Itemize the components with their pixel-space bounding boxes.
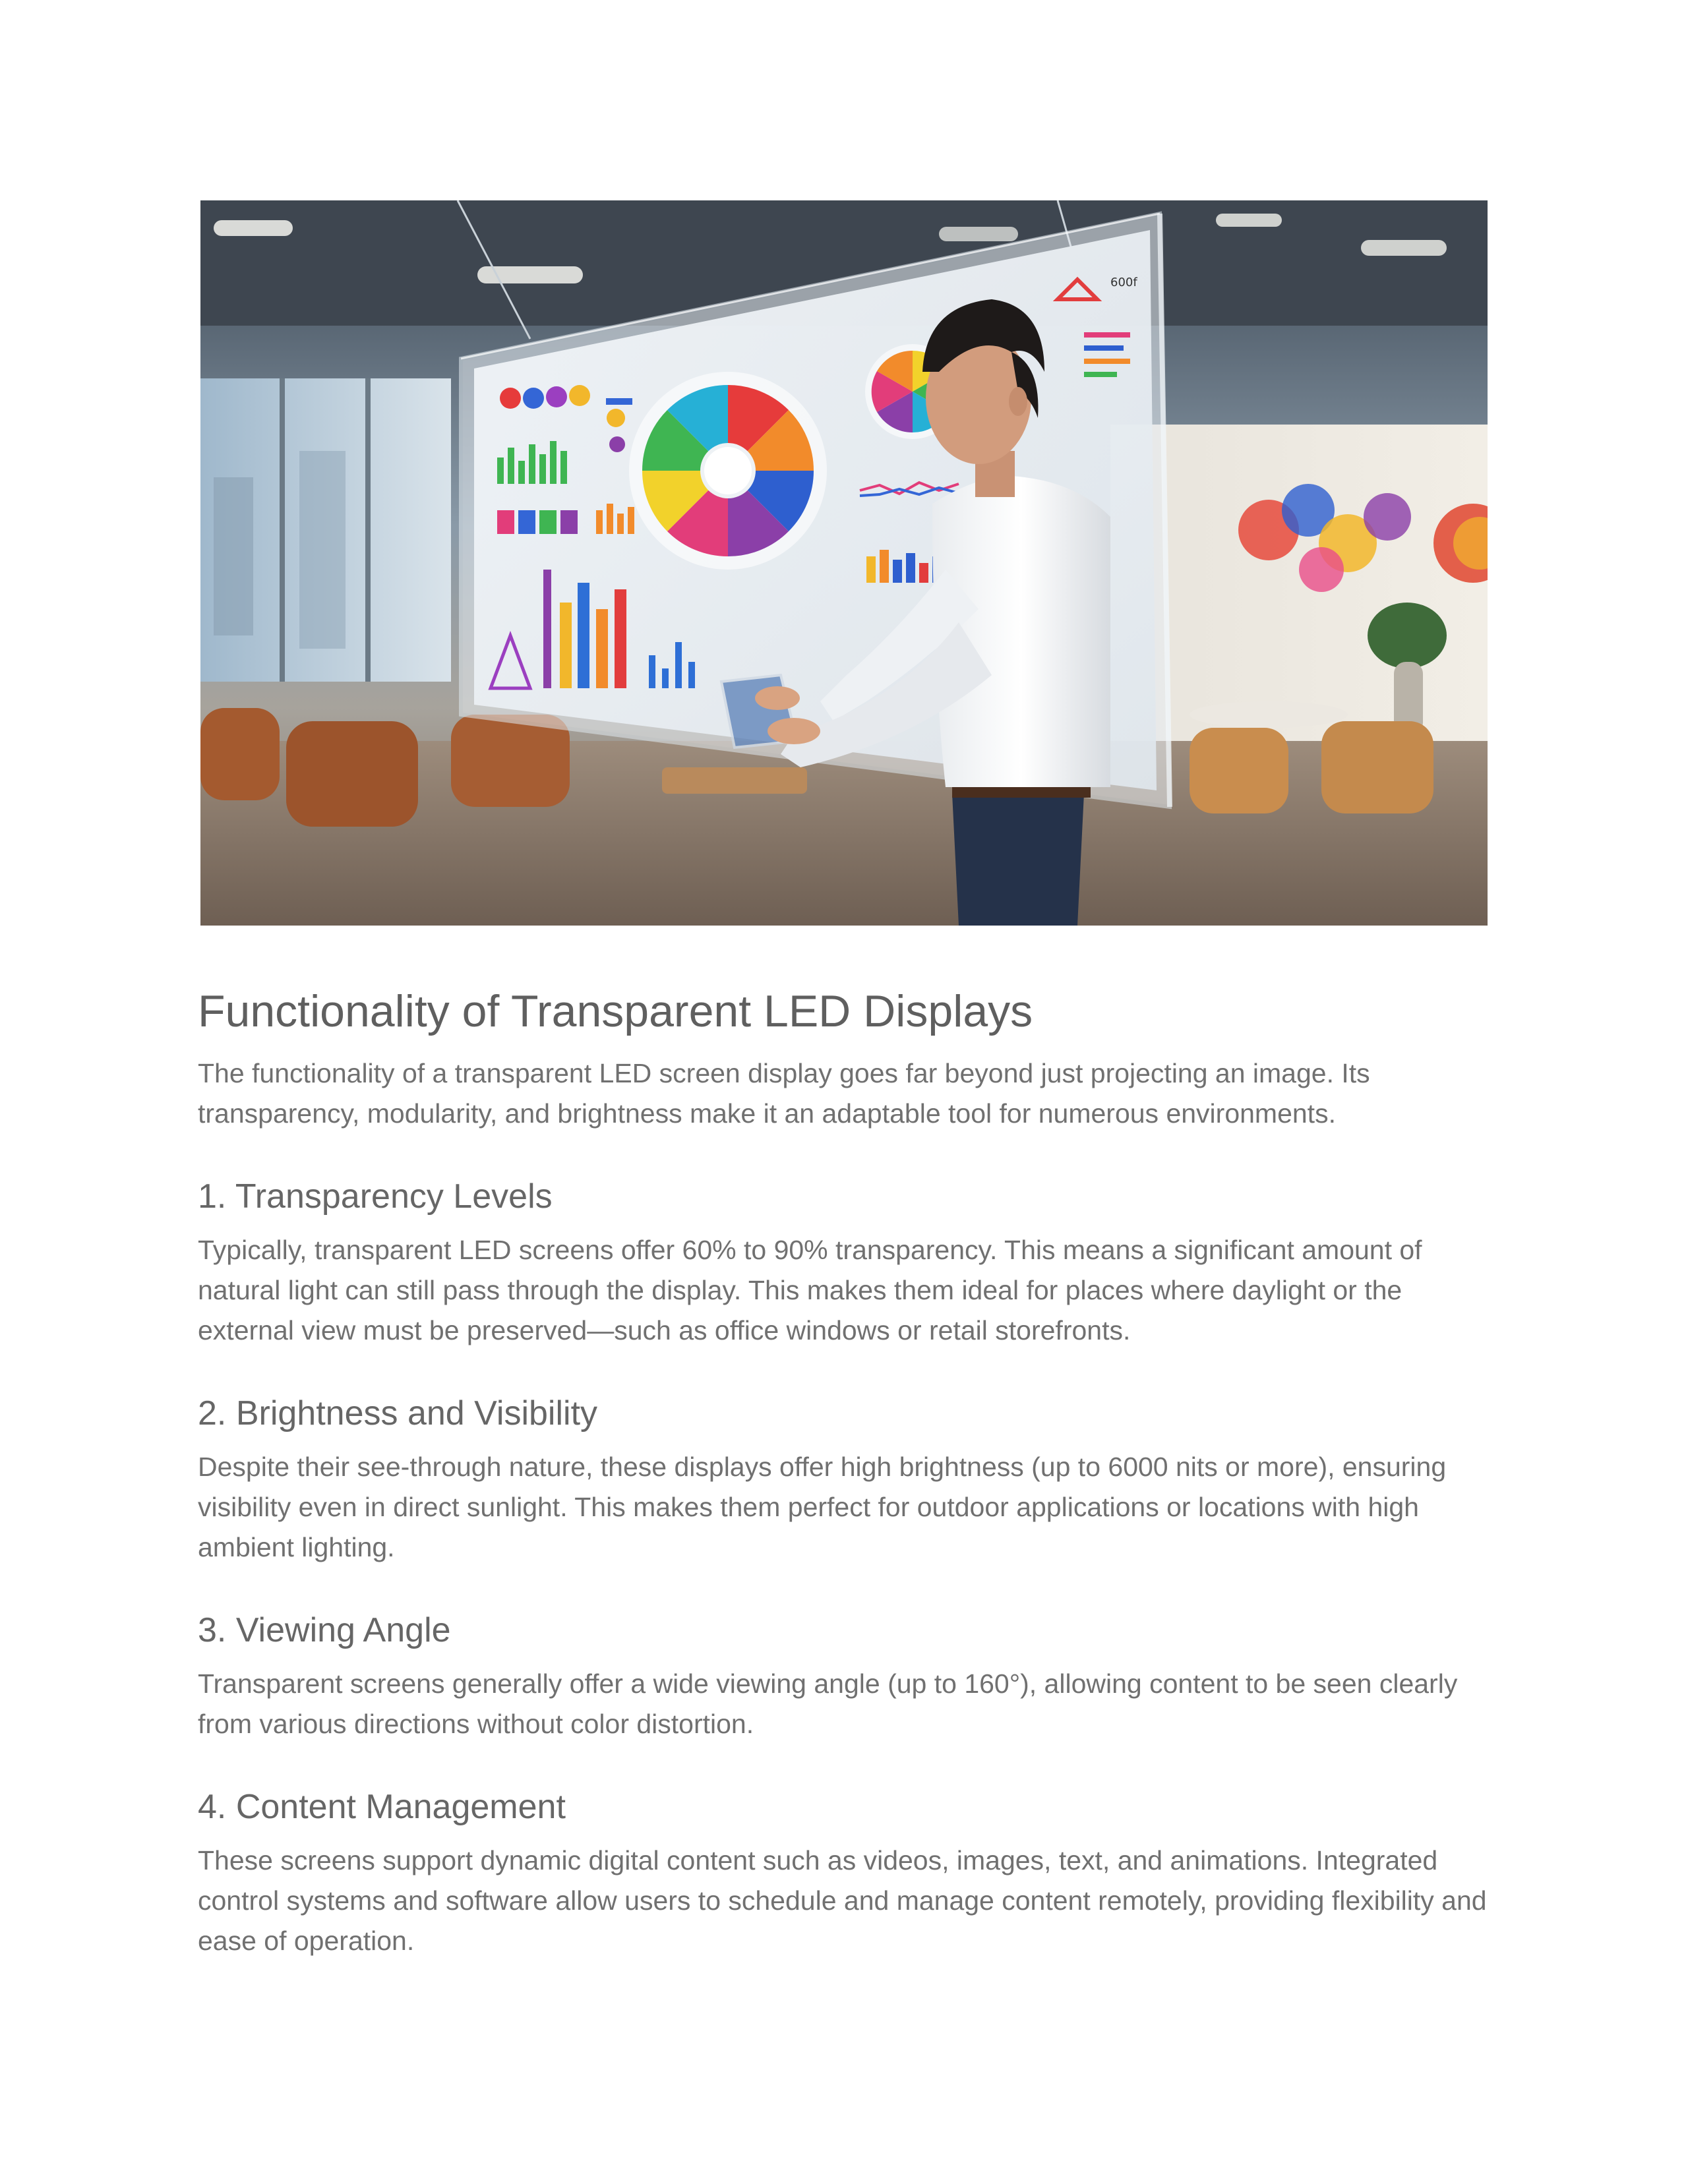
hero-illustration <box>200 200 1488 926</box>
screen-label: 600f <box>1110 276 1137 289</box>
section-body-viewing-angle: Transparent screens generally offer a wide viewing angle (up to 160°), allowing content to be seen clearly from various directions without color distortion. <box>198 1668 1458 1739</box>
section-heading-viewing-angle: 3. Viewing Angle <box>198 1611 451 1649</box>
hero-image <box>200 200 1488 926</box>
section-body-transparency: Typically, transparent LED screens offer 60% to 90% transparency. This means a significant amount of natural light can still pass through the display. This makes them ideal for places where daylight or the external view must be preserved—such as office windows or retail storefronts. <box>198 1235 1422 1345</box>
article-intro: The functionality of a transparent LED screen display goes far beyond just projecting an image. Its transparency, modularity, and brightness make it an adaptable tool for numerous environments. <box>198 1058 1370 1129</box>
article-title: Functionality of Transparent LED Displays <box>198 986 1033 1036</box>
section-body-content-management: These screens support dynamic digital content such as videos, images, text, and animations. Integrated control systems and software allow users to schedule and manage content remotely, providing flexibility and ease of operation. <box>198 1845 1487 1956</box>
section-body-brightness: Despite their see-through nature, these displays offer high brightness (up to 6000 nits or more), ensuring visibility even in direct sunlight. This makes them perfect for outdoor applications or locations with high ambient lighting. <box>198 1452 1447 1562</box>
section-heading-brightness: 2. Brightness and Visibility <box>198 1394 598 1432</box>
section-heading-content-management: 4. Content Management <box>198 1788 566 1826</box>
section-heading-transparency: 1. Transparency Levels <box>198 1177 553 1216</box>
article <box>198 982 1490 1961</box>
